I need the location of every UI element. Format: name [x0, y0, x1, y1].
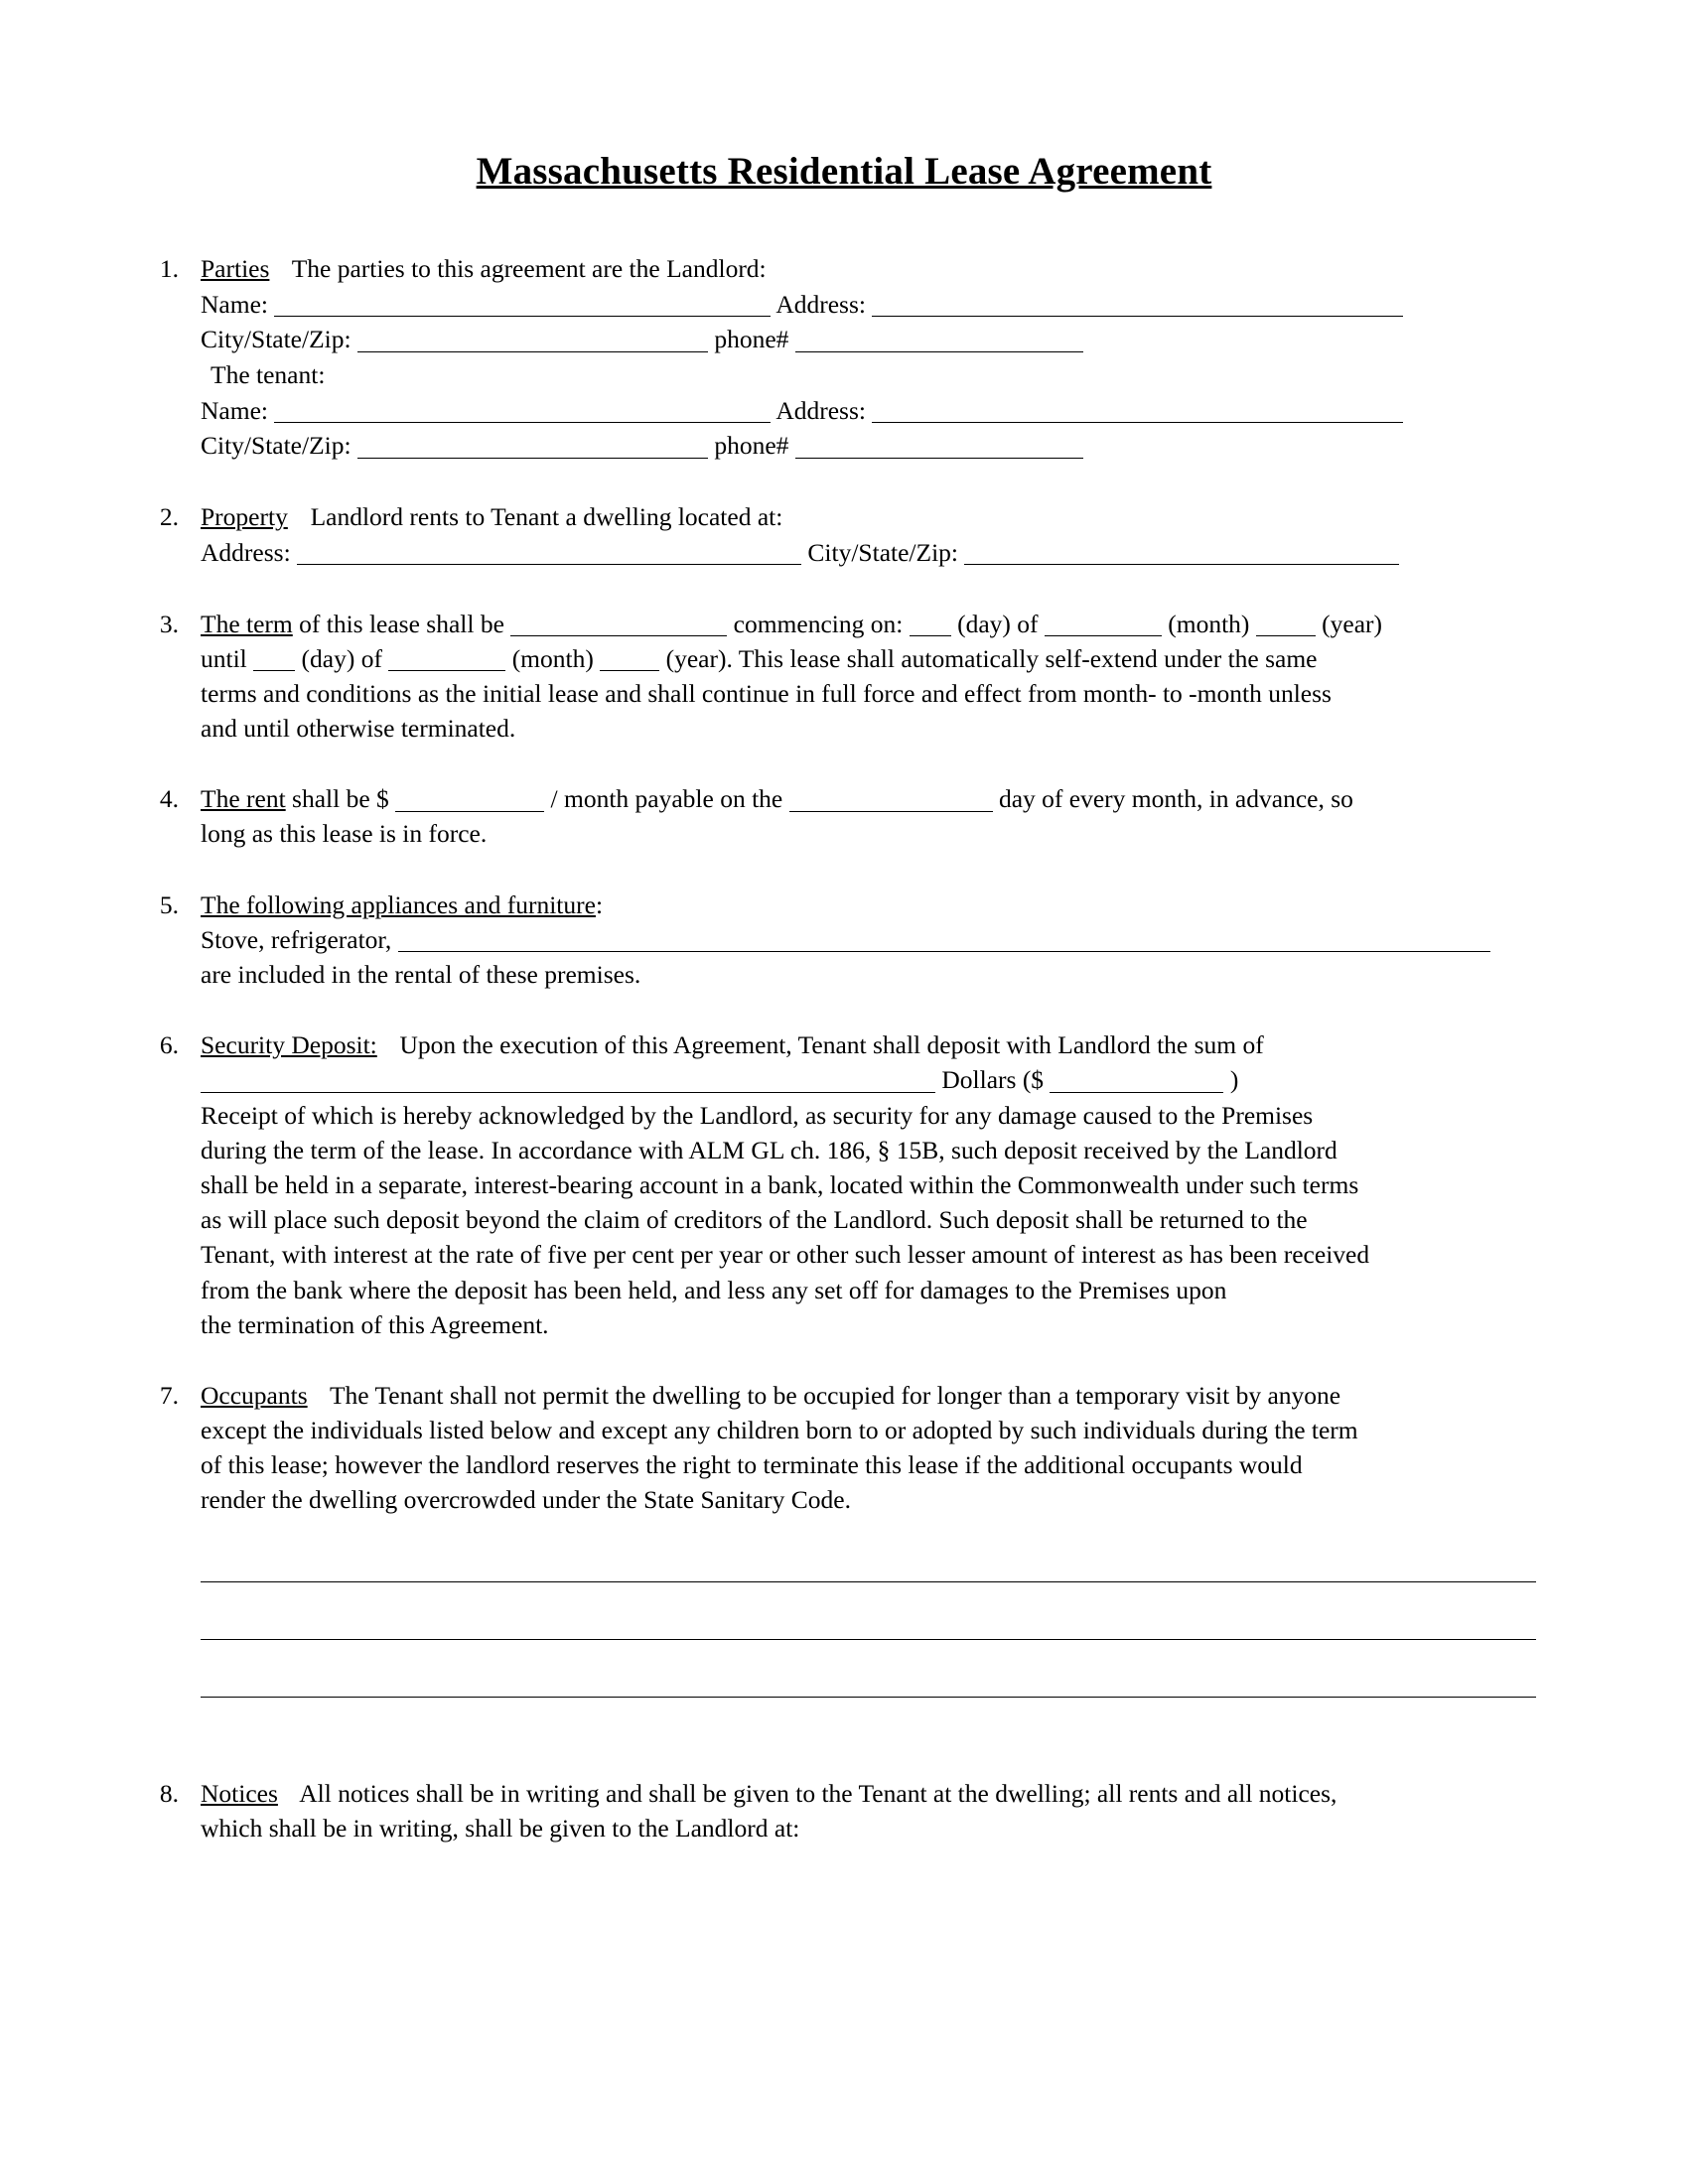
clause-heading: Parties — [201, 254, 270, 283]
appliances-line-1 — [201, 887, 1536, 922]
page-title: Massachusetts Residential Lease Agreement — [476, 150, 1212, 193]
term-line-2 — [201, 641, 1536, 676]
landlord-name-row — [201, 287, 1536, 323]
term-text-b: commencing on: — [733, 609, 910, 638]
tenant-city-input[interactable] — [357, 433, 708, 460]
term-text-i: (year). This lease shall automatically self-extend under the same — [665, 643, 1318, 673]
deposit-words-input[interactable] — [201, 1066, 935, 1093]
label-the-tenant: The tenant: — [211, 360, 326, 390]
tenant-label-row — [201, 357, 1536, 393]
term-end-day-input[interactable] — [253, 645, 295, 672]
clause-term — [149, 607, 1539, 747]
notices-text: All notices shall be in writing and shall be given to the Tenant at the dwelling; all rents and all notices, — [299, 1778, 1337, 1808]
label-city-state-zip: City/State/Zip: — [201, 431, 352, 461]
tenant-name-input[interactable] — [274, 397, 771, 424]
term-line-4: and until otherwise terminated. — [201, 714, 516, 744]
clause-intro: Landlord rents to Tenant a dwelling located at: — [310, 502, 783, 532]
term-text-h: (month) — [511, 643, 594, 673]
label-phone: phone# — [714, 431, 789, 461]
appliances-text-a: : — [595, 889, 604, 919]
clause-number: 8. — [159, 1778, 179, 1808]
appliances-line-2 — [201, 922, 1536, 957]
parties-intro-line — [201, 251, 1536, 287]
clause-heading: Occupants — [201, 1380, 308, 1410]
term-text-g: (day) of — [301, 643, 382, 673]
deposit-body-line: from the bank where the deposit has been held, and less any set off for damages to the Premises upon — [201, 1275, 1227, 1304]
term-end-year-input[interactable] — [600, 645, 659, 672]
deposit-body-line: as will place such deposit beyond the claim of creditors of the Landlord. Such deposit shall be returned to the — [201, 1205, 1308, 1235]
clause-notices — [149, 1776, 1539, 1845]
deposit-text-c: ) — [1229, 1065, 1239, 1095]
label-name: Name: — [201, 395, 268, 425]
rent-text-a: shall be $ — [292, 784, 389, 814]
appliances-input[interactable] — [398, 926, 1490, 953]
term-line-1 — [201, 607, 1536, 641]
deposit-body-line: Receipt of which is hereby acknowledged by the Landlord, as security for any damage caused to the Premises — [201, 1100, 1314, 1130]
rent-line-2: long as this lease is in force. — [201, 819, 488, 849]
occupants-line: render the dwelling overcrowded under the State Sanitary Code. — [201, 1485, 851, 1515]
clause-heading: The rent — [201, 784, 286, 814]
clause-heading: The following appliances and furniture — [201, 889, 596, 919]
property-address-row — [201, 535, 1536, 571]
clause-heading: Property — [201, 502, 288, 532]
clause-list — [149, 251, 1539, 1845]
rent-amount-input[interactable] — [395, 785, 544, 812]
clause-property — [149, 499, 1539, 570]
term-text-d: (month) — [1168, 609, 1250, 638]
tenant-city-row — [201, 428, 1536, 464]
label-phone: phone# — [714, 325, 789, 354]
deposit-body-line: shall be held in a separate, interest-bearing account in a bank, located within the Commonwealth under such terms — [201, 1169, 1359, 1199]
term-start-day-input[interactable] — [910, 611, 951, 637]
property-intro-line — [201, 499, 1536, 535]
label-city-state-zip: City/State/Zip: — [807, 537, 959, 567]
clause-heading: Notices — [201, 1778, 278, 1808]
clause-intro: The parties to this agreement are the Landlord: — [291, 254, 767, 283]
deposit-amount-input[interactable] — [1050, 1066, 1223, 1093]
deposit-body-line: Tenant, with interest at the rate of five per cent per year or other such lesser amount of interest as has been received — [201, 1240, 1370, 1270]
clause-number: 7. — [159, 1380, 179, 1410]
landlord-phone-input[interactable] — [795, 326, 1083, 352]
occupants-text: The Tenant shall not permit the dwelling to be occupied for longer than a temporary visit by anyone — [329, 1380, 1341, 1410]
clause-appliances — [149, 887, 1539, 993]
deposit-body-line: the termination of this Agreement. — [201, 1309, 549, 1339]
clause-number: 4. — [159, 784, 179, 814]
property-city-input[interactable] — [964, 539, 1399, 566]
deposit-text-a: Upon the execution of this Agreement, Tenant shall deposit with Landlord the sum of — [399, 1030, 1264, 1060]
clause-heading: The term — [201, 609, 293, 638]
notices-line-1 — [201, 1776, 1536, 1811]
tenant-phone-input[interactable] — [795, 433, 1083, 460]
occupants-line-1 — [201, 1378, 1536, 1413]
term-line-3: terms and conditions as the initial lease and shall continue in full force and effect from month- to -month unless — [201, 678, 1332, 708]
clause-heading: Security Deposit: — [201, 1030, 377, 1060]
clause-occupants — [149, 1378, 1539, 1724]
deposit-line-2 — [201, 1062, 1536, 1097]
clause-number: 3. — [159, 609, 179, 638]
term-text-f: until — [201, 643, 254, 673]
term-text-a: of this lease shall be — [299, 609, 504, 638]
tenant-address-input[interactable] — [872, 397, 1403, 424]
rent-line-1 — [201, 781, 1536, 816]
appliances-line-3: are included in the rental of these premises. — [201, 960, 641, 989]
term-start-month-input[interactable] — [1045, 611, 1162, 637]
occupant-input-1[interactable] — [201, 1552, 1536, 1582]
term-text-c: (day) of — [957, 609, 1039, 638]
clause-number: 5. — [159, 889, 179, 919]
landlord-city-row — [201, 322, 1536, 357]
landlord-address-input[interactable] — [872, 291, 1403, 318]
clause-parties — [149, 251, 1539, 464]
occupant-input-3[interactable] — [201, 1667, 1536, 1698]
deposit-body-line: during the term of the lease. In accordance with ALM GL ch. 186, § 15B, such deposit received by the Landlord — [201, 1135, 1337, 1164]
occupants-line: of this lease; however the landlord reserves the right to terminate this lease if the additional occupants would — [201, 1450, 1303, 1480]
rent-text-b: / month payable on the — [550, 784, 783, 814]
label-address: Address: — [775, 289, 866, 319]
appliances-text-b: Stove, refrigerator, — [201, 924, 392, 954]
term-start-year-input[interactable] — [1256, 611, 1316, 637]
clause-rent — [149, 781, 1539, 851]
term-length-input[interactable] — [510, 611, 727, 637]
label-address: Address: — [775, 395, 866, 425]
term-text-e: (year) — [1322, 609, 1383, 638]
notices-line: which shall be in writing, shall be given to the Landlord at: — [201, 1813, 800, 1843]
landlord-name-input[interactable] — [274, 291, 771, 318]
label-address: Address: — [201, 537, 291, 567]
clause-security-deposit — [149, 1027, 1539, 1342]
term-end-month-input[interactable] — [388, 645, 505, 672]
label-city-state-zip: City/State/Zip: — [201, 325, 352, 354]
label-name: Name: — [201, 289, 268, 319]
occupants-blank-lines — [201, 1552, 1536, 1698]
deposit-text-b: Dollars ($ — [941, 1065, 1045, 1095]
property-address-input[interactable] — [297, 539, 801, 566]
landlord-city-input[interactable] — [357, 326, 708, 352]
rent-text-c: day of every month, in advance, so — [998, 784, 1353, 814]
tenant-name-row — [201, 393, 1536, 429]
occupants-line: except the individuals listed below and except any children born to or adopted by such individuals during the term — [201, 1416, 1358, 1445]
clause-number: 1. — [159, 254, 179, 283]
rent-due-day-input[interactable] — [789, 785, 993, 812]
clause-number: 2. — [159, 502, 179, 532]
deposit-line-1 — [201, 1027, 1536, 1062]
clause-number: 6. — [159, 1030, 179, 1060]
occupant-input-2[interactable] — [201, 1609, 1536, 1640]
